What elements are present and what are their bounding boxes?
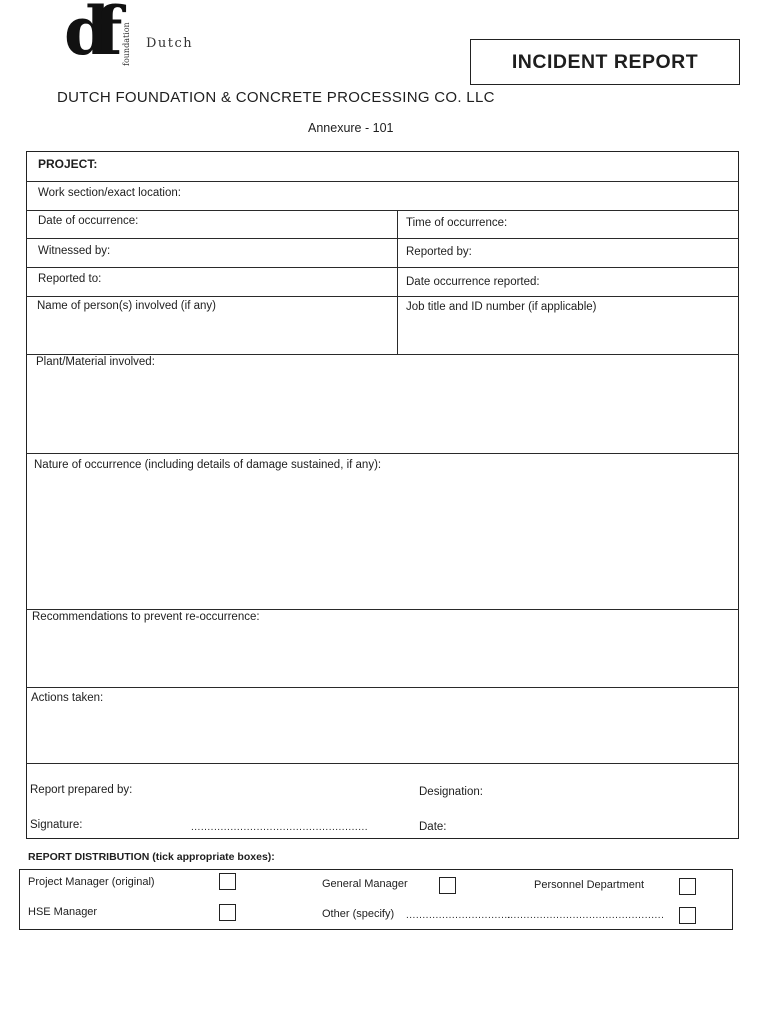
other-line-2: ................................................ — [507, 910, 665, 921]
personnel-checkbox[interactable] — [679, 878, 696, 895]
witnessed-by-label: Witnessed by: — [38, 245, 111, 257]
row-divider — [26, 238, 739, 239]
date-occurrence-label: Date of occurrence: — [38, 215, 139, 227]
row-divider — [26, 181, 739, 182]
logo-mark: df — [64, 0, 107, 70]
row-divider — [26, 609, 739, 610]
persons-involved-label: Name of person(s) involved (if any) — [37, 300, 216, 312]
plant-material-label: Plant/Material involved: — [36, 356, 155, 368]
distribution-heading: REPORT DISTRIBUTION (tick appropriate boxes): — [28, 851, 275, 863]
row-divider — [26, 210, 739, 211]
general-manager-checkbox[interactable] — [439, 877, 456, 894]
hse-manager-checkbox[interactable] — [219, 904, 236, 921]
recommendations-label: Recommendations to prevent re-occurrence: — [32, 611, 260, 623]
reported-by-label: Reported by: — [406, 246, 472, 258]
date-label: Date: — [419, 821, 447, 833]
row-divider — [26, 267, 739, 268]
project-label: PROJECT: — [38, 157, 98, 171]
actions-label: Actions taken: — [31, 692, 104, 704]
row-divider — [26, 354, 739, 355]
logo-script-text: Dutch — [146, 36, 194, 51]
row-divider — [26, 453, 739, 454]
annexure-label: Annexure - 101 — [308, 121, 394, 135]
row-divider — [26, 296, 739, 297]
general-manager-label: General Manager — [322, 878, 408, 890]
designation-label: Designation: — [419, 786, 483, 798]
other-line-1: ................................ — [406, 910, 511, 921]
project-manager-checkbox[interactable] — [219, 873, 236, 890]
nature-label: Nature of occurrence (including details of damage sustained, if any): — [34, 459, 382, 471]
other-label: Other (specify) — [322, 908, 395, 920]
company-logo — [60, 0, 200, 88]
row-divider — [26, 763, 739, 764]
project-manager-label: Project Manager (original) — [28, 876, 155, 888]
date-reported-label: Date occurrence reported: — [406, 276, 540, 288]
time-occurrence-label: Time of occurrence: — [406, 217, 508, 229]
reported-to-label: Reported to: — [38, 273, 102, 285]
hse-manager-label: HSE Manager — [28, 906, 98, 918]
title-box — [470, 39, 740, 85]
other-checkbox[interactable] — [679, 907, 696, 924]
job-title-label: Job title and ID number (if applicable) — [406, 301, 597, 313]
work-section-label: Work section/exact location: — [38, 187, 181, 199]
incident-form — [26, 151, 739, 839]
column-divider — [397, 210, 398, 354]
signature-line: ...................................................... — [191, 822, 369, 833]
personnel-label: Personnel Department — [534, 879, 645, 891]
report-title: INCIDENT REPORT — [511, 51, 699, 73]
company-name: DUTCH FOUNDATION & CONCRETE PROCESSING CO. LLC — [57, 89, 495, 106]
logo-vertical-text: foundation — [122, 22, 131, 66]
signature-label: Signature: — [30, 819, 83, 831]
row-divider — [26, 687, 739, 688]
prepared-by-label: Report prepared by: — [30, 784, 133, 796]
